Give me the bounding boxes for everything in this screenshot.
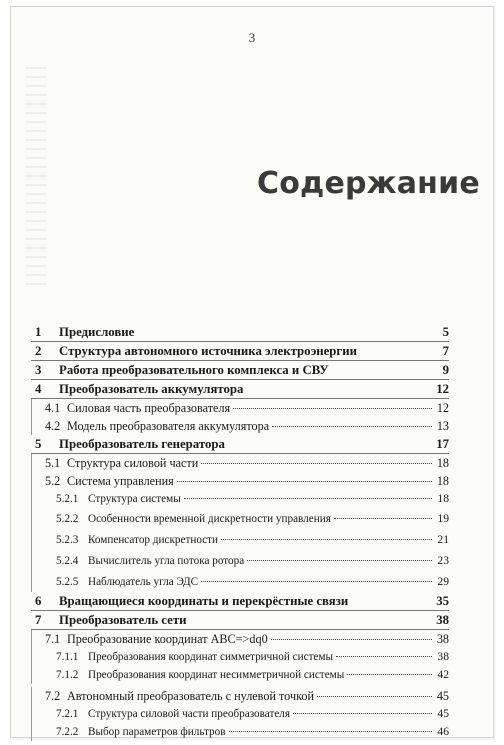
- toc-entry-title: Компенсатор дискретности: [88, 534, 219, 546]
- toc-entry: [31, 723, 449, 741]
- toc-leader-dots: [271, 639, 432, 640]
- toc-entry-title: Автономный преобразователь с нулевой точкой: [67, 689, 315, 703]
- toc-entry-page: 38: [436, 613, 449, 627]
- toc-entry-number: 7.1: [45, 632, 61, 646]
- toc-entry-title: Структура силовой части преобразователя: [88, 708, 291, 720]
- toc-entry-title: Структура силовой части: [67, 456, 199, 470]
- toc-entry-page: 46: [437, 725, 449, 738]
- toc-leader-dots: [334, 518, 432, 519]
- toc-entry-title: Выбор параметров фильтров: [88, 726, 226, 738]
- toc-entry: [31, 417, 449, 435]
- toc-entry-page: 42: [437, 668, 449, 681]
- toc-entry: [31, 571, 449, 592]
- toc-entry-number: 4.2: [45, 419, 61, 433]
- toc-entry-page: 7: [442, 344, 449, 358]
- toc-entry-title: Преобразователь сети: [59, 613, 187, 627]
- toc-entry-title: Структура автономного источника электроэнергии: [59, 344, 357, 358]
- toc-leader-dots: [201, 581, 432, 582]
- toc-entry-title: Силовая часть преобразователя: [67, 401, 231, 415]
- toc-entry: [31, 435, 449, 454]
- toc-entry-title: Структура системы: [88, 493, 181, 505]
- toc-leader-dots: [317, 696, 432, 697]
- toc-entry-page: 12: [436, 382, 449, 396]
- toc-entry-title: Наблюдатель угла ЭДС: [88, 576, 199, 588]
- toc-entry-number: 5.2.4: [56, 555, 79, 567]
- toc-entry-page: 9: [442, 363, 449, 377]
- toc-entry-number: 7.1.2: [56, 669, 79, 681]
- toc-entry-page: 21: [437, 533, 449, 546]
- toc-leader-dots: [336, 656, 432, 657]
- toc-entry-title: Система управления: [67, 474, 174, 488]
- toc-leader-dots: [221, 539, 432, 540]
- toc-entry-title: Преобразования координат несимметричной системы: [88, 669, 345, 681]
- toc-entry-number: 5.2: [45, 474, 61, 488]
- toc-entry-page: 13: [436, 419, 449, 433]
- toc-entry-number: 7.1.1: [56, 651, 79, 663]
- toc-entry-title: Преобразователь генератора: [59, 437, 225, 451]
- toc-entry-number: 5.1: [45, 456, 61, 470]
- toc-leader-dots: [247, 560, 432, 561]
- toc-entry-page: 5: [442, 325, 449, 339]
- toc-entry: [31, 687, 449, 705]
- toc-entry-title: Модель преобразователя аккумулятора: [67, 419, 270, 433]
- page-number: 3: [248, 30, 256, 45]
- toc-leader-dots: [201, 463, 432, 464]
- toc-entry-number: 5.2.3: [56, 534, 79, 546]
- toc-entry-page: 23: [437, 554, 449, 567]
- toc-entry-title: Особенности временной дискретности управления: [88, 513, 331, 525]
- toc-entry: [31, 472, 449, 490]
- toc-entry-number: 4.1: [45, 401, 61, 415]
- table-of-contents: [31, 323, 449, 741]
- toc-entry-number: 7: [35, 613, 42, 627]
- toc-entry-number: 7.2.1: [56, 708, 79, 720]
- toc-entry-number: 7.2: [45, 689, 61, 703]
- toc-entry-page: 35: [436, 594, 449, 608]
- toc-entry-page: 18: [437, 492, 449, 505]
- toc-entry-title: Вычислитель угла потока ротора: [88, 555, 245, 567]
- toc-entry-page: 38: [437, 650, 449, 663]
- toc-entry-number: 6: [35, 594, 42, 608]
- toc-entry: [31, 630, 449, 648]
- toc-entry-number: 5: [35, 437, 42, 451]
- toc-entry-number: 1: [35, 325, 42, 339]
- toc-entry-page: 17: [436, 437, 449, 451]
- toc-entry-page: 18: [436, 456, 449, 470]
- toc-entry: [31, 648, 449, 666]
- toc-entry-page: 18: [436, 474, 449, 488]
- toc-entry-number: 5.2.1: [56, 493, 79, 505]
- toc-entry: [31, 550, 449, 571]
- toc-entry-number: 7.2.2: [56, 726, 79, 738]
- toc-entry: [31, 705, 449, 723]
- toc-entry: [31, 342, 449, 361]
- book-page: [10, 6, 494, 738]
- toc-entry-page: 19: [437, 512, 449, 525]
- toc-entry-page: 45: [437, 707, 449, 720]
- toc-entry-title: Преобразование координат ABC=>dq0: [67, 632, 268, 646]
- toc-entry: [31, 508, 449, 529]
- toc-leader-dots: [293, 713, 432, 714]
- toc-entry: [31, 490, 449, 508]
- toc-entry: [31, 361, 449, 380]
- bleed-through-shadow: [25, 67, 47, 287]
- toc-entry: [31, 666, 449, 684]
- toc-entry-title: Преобразователь аккумулятора: [59, 382, 244, 396]
- toc-entry: [31, 323, 449, 342]
- page-title: Содержание: [257, 166, 480, 201]
- toc-leader-dots: [229, 731, 433, 732]
- toc-entry-number: 5.2.2: [56, 513, 79, 525]
- toc-entry-title: Предисловие: [59, 325, 135, 339]
- toc-entry-page: 29: [437, 575, 449, 588]
- toc-entry: [31, 399, 449, 417]
- toc-entry-title: Работа преобразовательного комплекса и СВУ: [59, 363, 329, 377]
- toc-entry-page: 38: [436, 632, 449, 646]
- toc-entry-title: Вращающиеся координаты и перекрёстные связи: [59, 594, 349, 608]
- toc-entry-page: 45: [436, 689, 449, 703]
- toc-leader-dots: [184, 498, 432, 499]
- toc-entry: [31, 611, 449, 630]
- toc-leader-dots: [177, 481, 432, 482]
- toc-leader-dots: [233, 408, 432, 409]
- toc-entry: [31, 529, 449, 550]
- toc-entry-title: Преобразования координат симметричной системы: [88, 651, 334, 663]
- toc-leader-dots: [347, 674, 432, 675]
- toc-entry-number: 3: [35, 363, 42, 377]
- toc-entry-number: 2: [35, 344, 42, 358]
- toc-entry: [31, 454, 449, 472]
- toc-leader-dots: [272, 426, 432, 427]
- toc-entry-page: 12: [436, 401, 449, 415]
- toc-entry: [31, 380, 449, 399]
- toc-entry: [31, 592, 449, 611]
- toc-entry-number: 5.2.5: [56, 576, 79, 588]
- toc-entry-number: 4: [35, 382, 42, 396]
